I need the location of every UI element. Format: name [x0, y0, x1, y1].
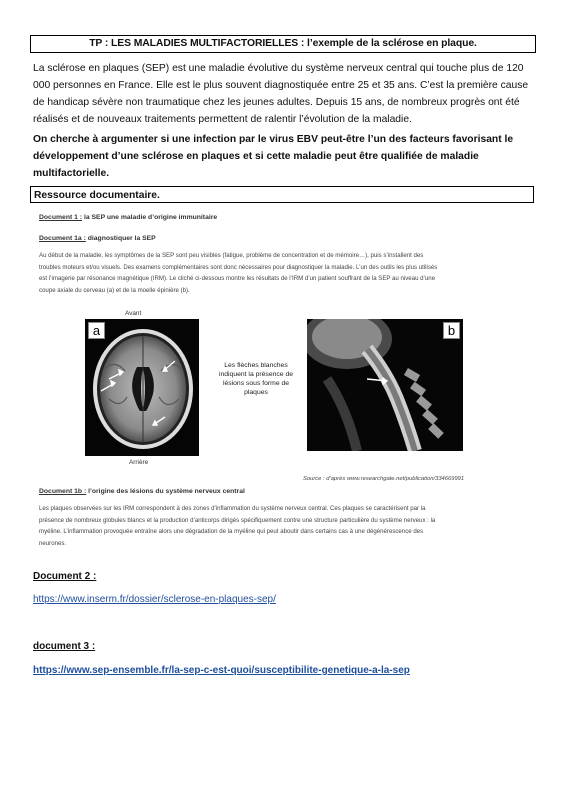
sep-ensemble-link[interactable]: https://www.sep-ensemble.fr/la-sep-c-est-quoi/susceptibilite-genetique-a-la-sep	[33, 665, 410, 676]
objective-line: multifactorielle.	[33, 168, 110, 179]
doc1-title: la SEP une maladie d’origine immunitaire	[83, 214, 218, 221]
doc1a-heading	[39, 233, 156, 245]
doc1a-paragraph	[39, 250, 527, 296]
intro-line: de handicap sévère non traumatique chez les jeunes adultes. Depuis 15 ans, de nombreux progrès ont été	[33, 97, 520, 108]
document-3-label: document 3 :	[33, 641, 96, 652]
doc1b-label: Document 1b :	[39, 488, 87, 495]
doc1a-line: troubles moteurs et/ou visuels. Des examens complémentaires sont donc nécessaires pour diagnostiquer la maladie. L’un des outils les plus utilisés	[39, 263, 438, 271]
intro-paragraph	[33, 60, 533, 128]
spine-mri-drawing	[307, 319, 463, 451]
doc1a-title: diagnostiquer la SEP	[87, 235, 156, 242]
label-front: Avant	[125, 310, 142, 317]
doc1b-paragraph	[39, 503, 527, 549]
doc1a-line: est l’imagerie par résonance magnétique (IRM). Le cliché ci-dessous montre les résultats de l’IRM d’un patient souffrant de la SEP au niveau d’une	[39, 275, 436, 282]
doc1a-label: Document 1a :	[39, 235, 86, 242]
page-title: TP : LES MALADIES MULTIFACTORIELLES : l’exemple de la sclérose en plaque.	[30, 35, 536, 53]
doc1a-line: Au début de la maladie, les symptômes de la SEP sont peu visibles (fatigue, problème de concentration et de mémoire…), puis s’installent des	[39, 252, 424, 259]
doc1b-line: myéline. L’inflammation provoquée entraîne alors une dégradation de la myéline qui peut aboutir dans certains cas à une dégénérescence des	[39, 528, 424, 535]
label-back: Arrière	[129, 459, 149, 466]
intro-line: 000 personnes en France. Elle est le plus souvent diagnostiquée entre 25 et 35 ans. C’est la première cause	[33, 80, 529, 91]
arrows-caption: Les flèches blanches indiquent la présence de lésions sous forme de plaques	[218, 362, 294, 396]
doc1b-line: Les plaques observées sur les IRM correspondent à des zones d’inflammation du système nerveux central. Ces plaques se caractérisent par la	[39, 505, 426, 512]
intro-line: La sclérose en plaques (SEP) est une maladie évolutive du système nerveux central qui touche plus de 120	[33, 63, 524, 74]
document-1-figure	[33, 207, 533, 559]
image-source: Source : d’après www.researchgate.net/publication/334669991	[303, 476, 465, 482]
panel-b-label: b	[443, 322, 460, 339]
resource-heading: Ressource documentaire.	[30, 186, 534, 203]
objective-line: On cherche à argumenter si une infection par le virus EBV peut-être l’un des facteurs favorisant le	[33, 134, 514, 145]
spine-mri-image	[307, 319, 463, 451]
brain-mri-image	[85, 319, 199, 456]
objective-paragraph	[33, 131, 533, 182]
objective-line: développement d’une sclérose en plaques et si cette maladie peut être qualifiée de maladie	[33, 151, 479, 162]
doc1b-line: présence de nombreux globules blancs et la production d’anticorps dirigés spécifiquement contre une structure particulière du système nerveux : la	[39, 516, 436, 524]
doc1b-heading	[39, 486, 245, 498]
doc1b-title: l’origine des lésions du système nerveux central	[88, 488, 245, 495]
brain-mri-drawing	[85, 319, 199, 456]
doc1b-line: neurones.	[39, 539, 67, 547]
intro-line: réalisés et de nouveaux traitements permettent de ralentir l’évolution de la maladie.	[33, 114, 412, 125]
doc1-label: Document 1 :	[39, 214, 83, 221]
inserm-link[interactable]: https://www.inserm.fr/dossier/sclerose-en-plaques-sep/	[33, 594, 276, 605]
doc1-heading	[39, 212, 217, 224]
doc1a-line: coupe axiale du cerveau (a) et de la moelle épinière (b).	[39, 286, 190, 294]
document-2-label: Document 2 :	[33, 571, 97, 582]
panel-a-label: a	[88, 322, 105, 339]
